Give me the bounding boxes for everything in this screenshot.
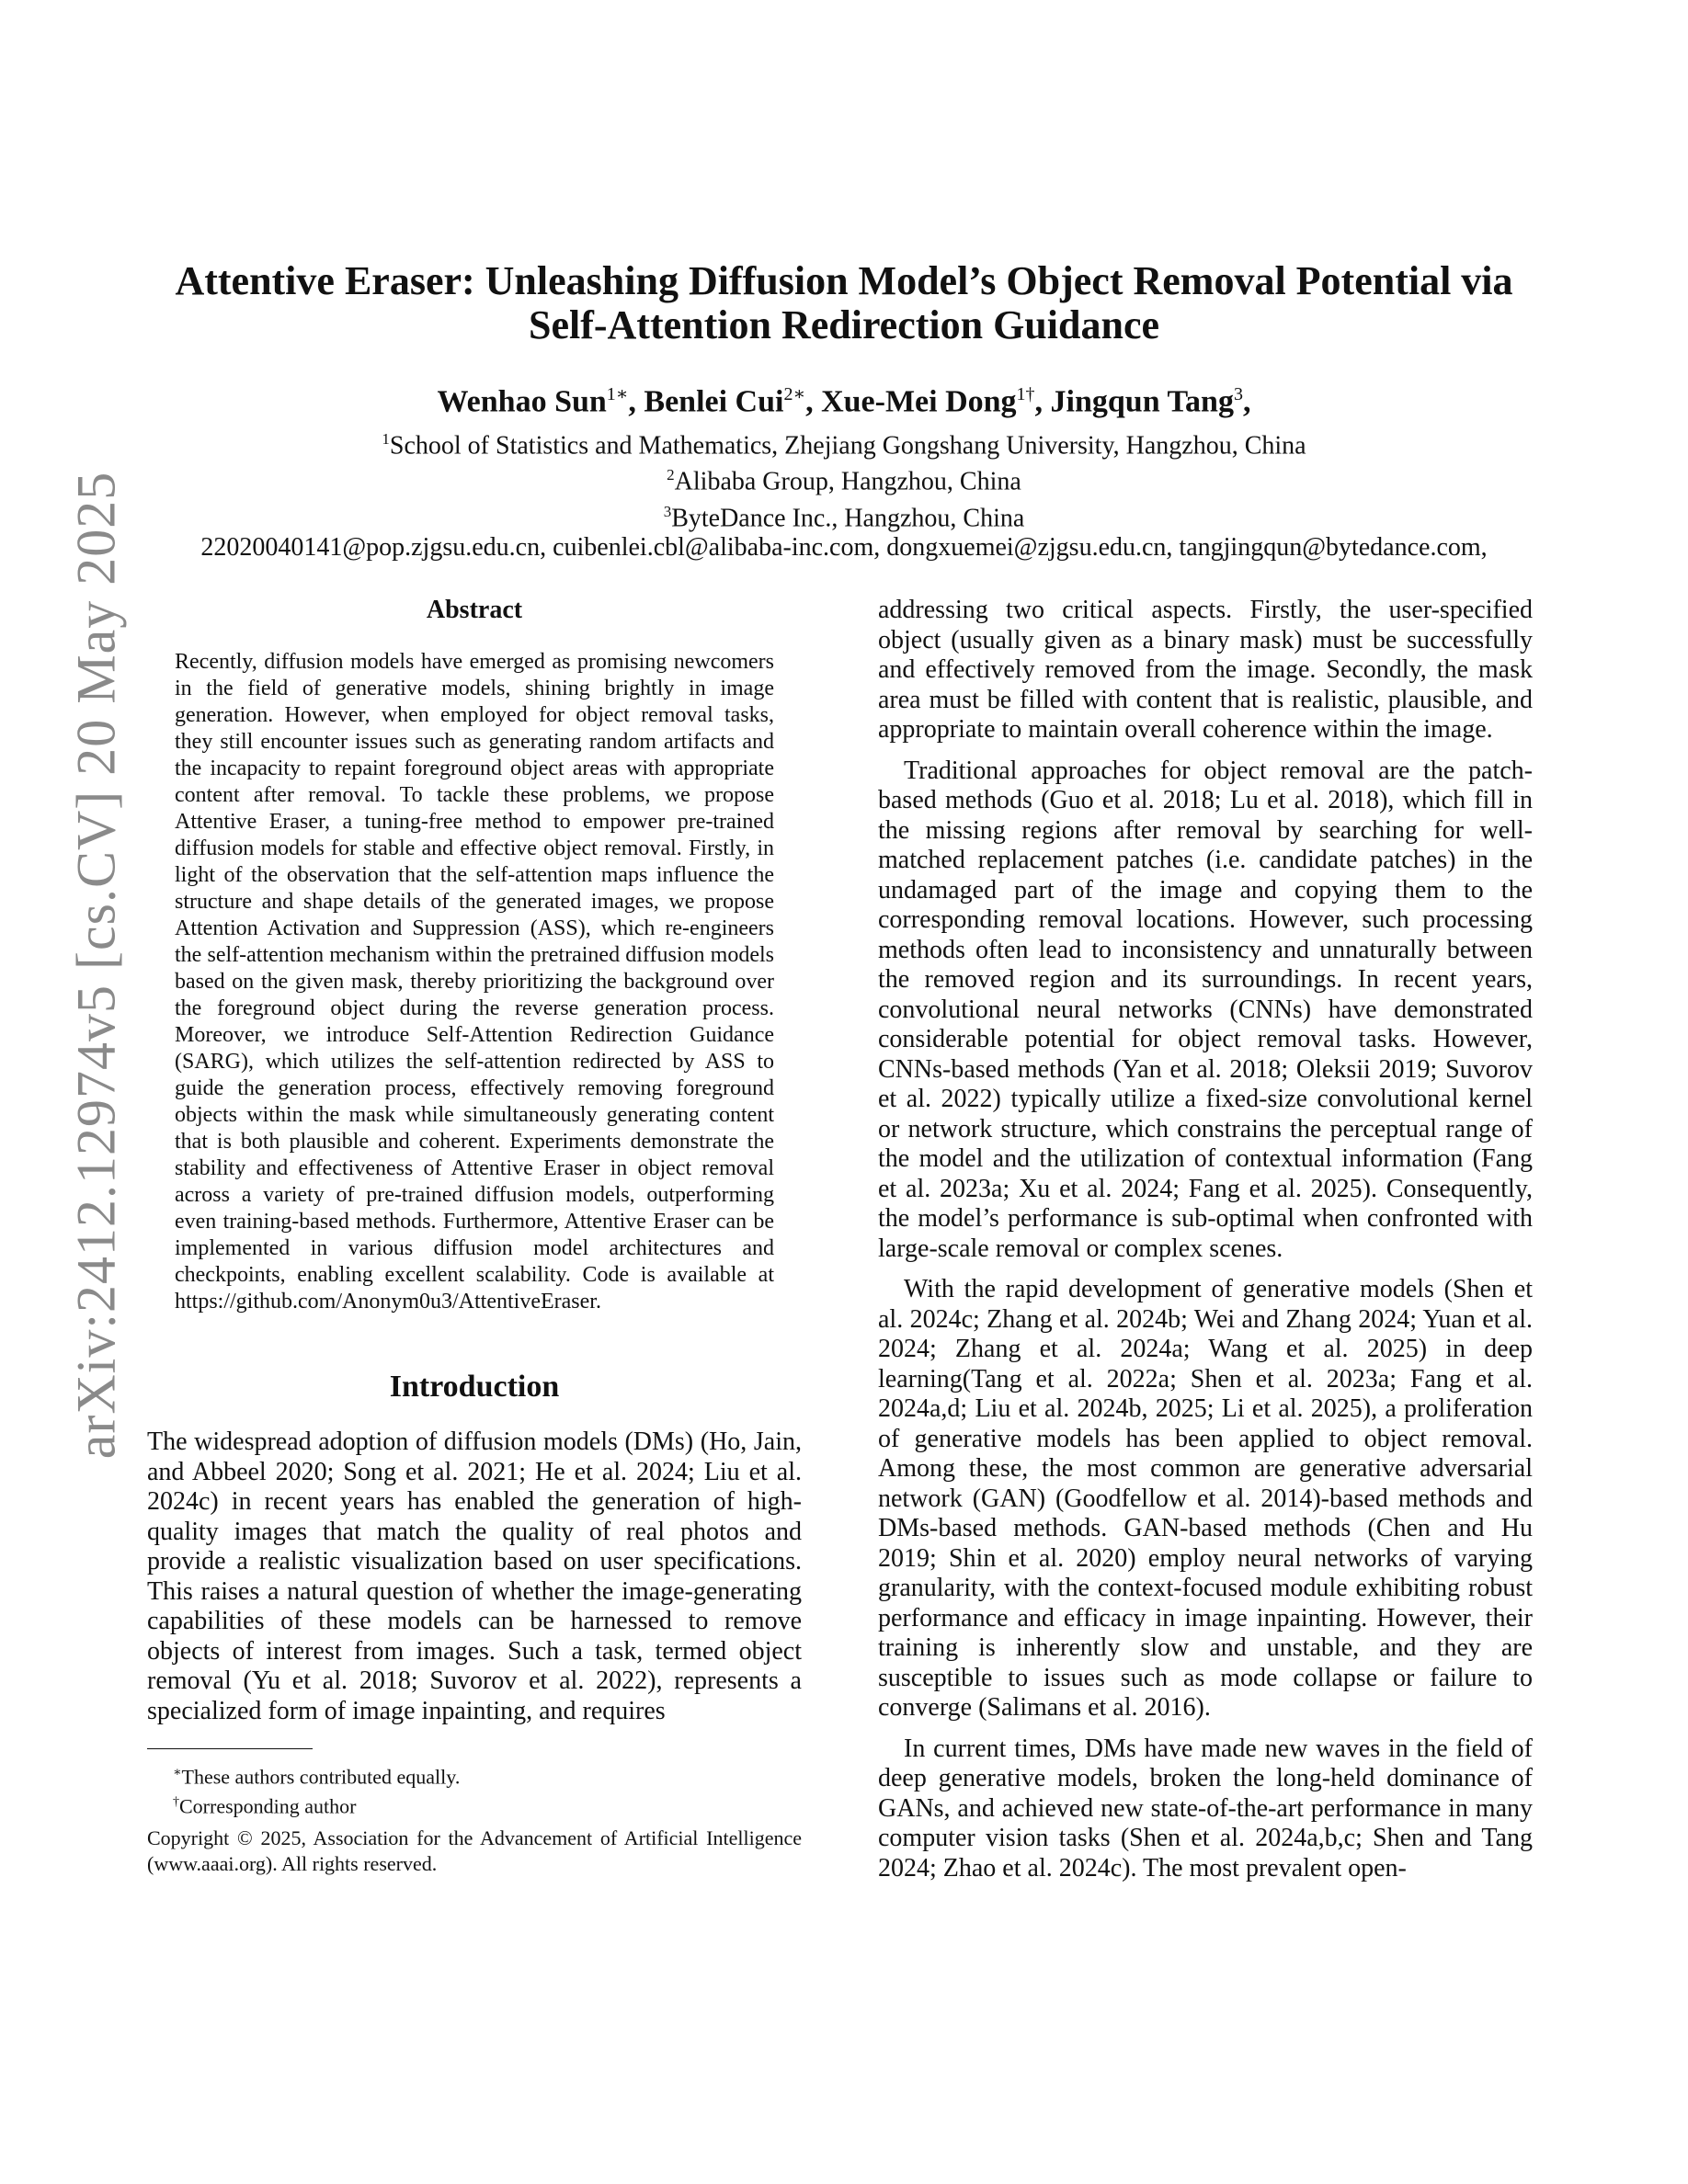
- footnote-corresponding-author: [147, 1790, 802, 1819]
- affiliation-mark: 1: [382, 430, 390, 448]
- author-name: Jingqun Tang: [1050, 384, 1234, 419]
- introduction-paragraph: In current times, DMs have made new waves in the field of deep generative models, broken the long-held dominance of GANs, and achieved new state-of-the-art performance in many computer vision tasks (Shen et al. 2024a,b,c; Shen and Tang 2024; Zhao et al. 2024c). The most prevalent open-: [878, 1734, 1533, 1883]
- author-mark: 3: [1233, 384, 1243, 404]
- abstract-heading: Abstract: [426, 596, 523, 624]
- affiliation-text: ByteDance Inc., Hangzhou, China: [671, 503, 1025, 532]
- right-column: [878, 596, 1533, 1894]
- footnote-divider: [147, 1748, 313, 1749]
- paper-title-line-1: Attentive Eraser: Unleashing Diffusion Model’s Object Removal Potential via: [175, 258, 1513, 303]
- introduction-paragraph: With the rapid development of generative models (Shen et al. 2024c; Zhang et al. 2024b; Wei and Zhang 2024; Yuan et al. 2024; Zhang et al. 2024a; Wang et al. 2025) in deep learning(Tang et al. 2022a; Shen et al. 2023a; Fang et al. 2024a,d; Liu et al. 2024b, 2025; Li et al. 2025), a proliferation of generative models has been applied to object removal. Among these, the most common are generative adversarial network (GAN) (Goodfellow et al. 2014)-based methods and DMs-based methods. GAN-based methods (Chen and Hu 2019; Shin et al. 2020) employ neural networks of varying granularity, with the context-focused module exhibiting robust performance and efficacy in image inpainting. However, their training is inherently slow and unstable, and they are susceptible to issues such as mode collapse or failure to converge (Salimans et al. 2016).: [878, 1275, 1533, 1722]
- abstract-text: Recently, diffusion models have emerged as promising newcomers in the field of generative models, shining brightly in image generation. However, when employed for object removal tasks, they still encounter issues such as generating random artifacts and the incapacity to repaint foreground object areas with appropriate content after removal. To tackle these problems, we propose Attentive Eraser, a tuning-free method to empower pre-trained diffusion models for stable and effective object removal. Firstly, in light of the observation that the self-attention maps influence the structure and shape details of the generated images, we propose Attention Activation and Suppression (ASS), which re-engineers the self-attention mechanism within the pretrained diffusion models based on the given mask, thereby prioritizing the background over the foreground object during the reverse generation process. Moreover, we introduce Self-Attention Redirection Guidance (SARG), which utilizes the self-attention redirected by ASS to guide the generation process, effectively removing foreground objects within the mask while simultaneously generating content that is both plausible and coherent. Experiments demonstrate the stability and effectiveness of Attentive Eraser in object removal across a variety of pre-trained diffusion models, outperforming even training-based methods. Furthermore, Attentive Eraser can be implemented in various diffusion model architectures and checkpoints, enabling excellent scalability. Code is available at https://github.com/Anonym0u3/AttentiveEraser.: [175, 650, 774, 1314]
- author-emails: 22020040141@pop.zjgsu.edu.cn, cuibenlei.cbl@alibaba-inc.com, dongxuemei@zjgsu.edu.cn, tangjingqun@bytedance.com,: [200, 532, 1488, 562]
- author-mark: 1∗: [606, 384, 629, 404]
- affiliation-line: [0, 461, 1688, 496]
- footnote-equal-contribution: [147, 1760, 802, 1790]
- left-column: [147, 596, 802, 1877]
- affiliation-text: School of Statistics and Mathematics, Zhejiang Gongshang University, Hangzhou, China: [389, 431, 1306, 461]
- affiliations: [0, 425, 1688, 563]
- footnote-mark: ∗: [173, 1766, 182, 1780]
- introduction-paragraph: Traditional approaches for object removal are the patch-based methods (Guo et al. 2018; Lu et al. 2018), which fill in the missing regions after removal by searching for well-matched replacement patches (i.e. candidate patches) in the undamaged part of the image and copying them to the corresponding removal locations. However, such processing methods often lead to inconsistency and unnaturally between the removed region and its surroundings. In recent years, convolutional neural networks (CNNs) have demonstrated considerable potential for object removal tasks. However, CNNs-based methods (Yan et al. 2018; Oleksii 2019; Suvorov et al. 2022) typically utilize a fixed-size convolutional kernel or network structure, which constrains the perceptual range of the model and the utilization of contextual information (Fang et al. 2023a; Xu et al. 2024; Fang et al. 2025). Consequently, the model’s performance is sub-optimal when confronted with large-scale removal or complex scenes.: [878, 756, 1533, 1263]
- introduction-paragraph: The widespread adoption of diffusion models (DMs) (Ho, Jain, and Abbeel 2020; Song et al. 2021; He et al. 2024; Liu et al. 2024c) in recent years has enabled the generation of high-quality images that match the quality of real photos and provide a realistic visualization based on user specifications. This raises a natural question of whether the image-generating capabilities of these models can be harnessed to remove objects of interest from images. Such a task, termed object removal (Yu et al. 2018; Suvorov et al. 2022), represents a specialized form of image inpainting, and requires: [147, 1428, 802, 1725]
- author-name: Xue-Mei Dong: [821, 384, 1017, 419]
- affiliation-text: Alibaba Group, Hangzhou, China: [674, 467, 1021, 496]
- author-name: Wenhao Sun: [437, 384, 607, 419]
- affiliation-mark: 3: [663, 502, 672, 520]
- footnote-text: Corresponding author: [179, 1794, 357, 1818]
- introduction-heading: Introduction: [389, 1370, 560, 1404]
- introduction-paragraph: addressing two critical aspects. Firstly, the user-specified object (usually given as a binary mask) must be successfully and effectively removed from the image. Secondly, the mask area must be filled with content that is realistic, plausible, and appropriate to maintain overall coherence within the image.: [878, 596, 1533, 744]
- author-name: Benlei Cui: [644, 384, 784, 419]
- author-mark: 1†: [1016, 384, 1035, 404]
- copyright-notice: Copyright © 2025, Association for the Advancement of Artificial Intelligence (www.aaai.org). All rights reserved.: [147, 1826, 802, 1875]
- author-list: Wenhao Sun$^{1∗}$, Benlei Cui$^{2∗}$, Xue-Mei Dong$^{1\dagger}$, Jingqun Tang$^3$,: [437, 384, 1251, 419]
- arxiv-side-stamp: arXiv:2412.12974v5 [cs.CV] 20 May 2025: [65, 471, 127, 1460]
- affiliation-mark: 2: [667, 466, 675, 484]
- paper-title-line-2: Self-Attention Redirection Guidance: [528, 302, 1160, 347]
- affiliation-line: [0, 425, 1688, 461]
- author-mark: 2∗: [783, 384, 806, 404]
- footnote-text: These authors contributed equally.: [181, 1765, 461, 1789]
- footnote-mark: †: [173, 1795, 179, 1810]
- affiliation-line: [0, 497, 1688, 533]
- paper-title: [0, 259, 1688, 347]
